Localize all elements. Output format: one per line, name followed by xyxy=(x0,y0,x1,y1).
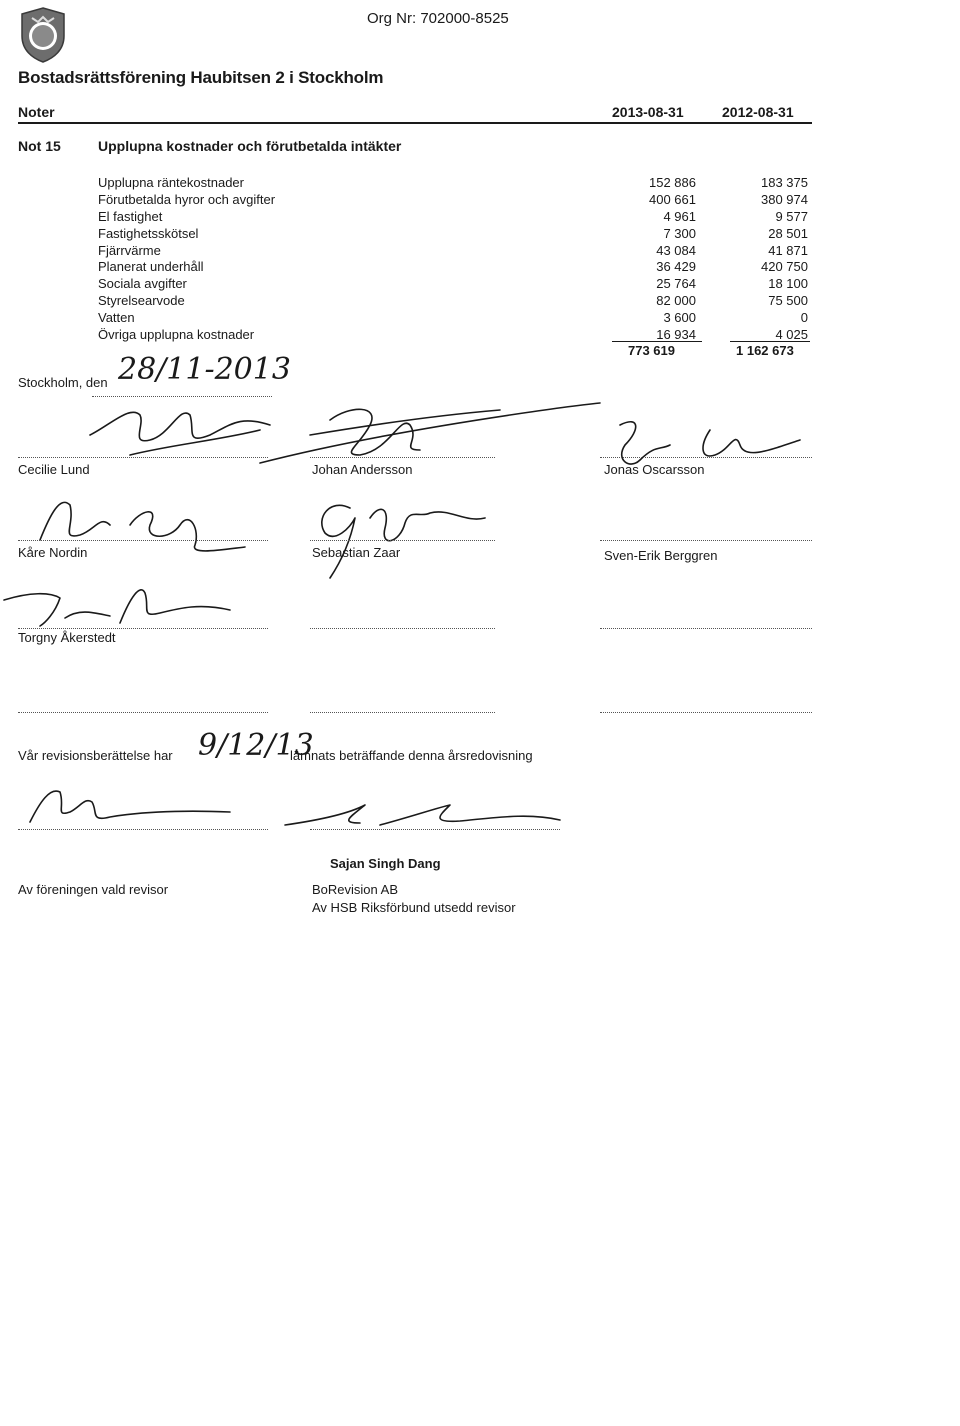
signature-line xyxy=(18,628,268,629)
table-row xyxy=(98,174,818,191)
table-row xyxy=(98,292,818,309)
row-value-previous: 9 577 xyxy=(775,208,808,224)
row-value-current: 25 764 xyxy=(656,276,696,292)
signature-torgny-akerstedt xyxy=(0,578,240,638)
signature-line xyxy=(310,540,495,541)
signature-line xyxy=(600,457,812,458)
note-table xyxy=(98,174,818,343)
signature-line-empty xyxy=(600,712,812,713)
signatory-name: Torgny Åkerstedt xyxy=(18,630,116,645)
row-value-previous: 41 871 xyxy=(768,242,808,258)
row-value-current: 43 084 xyxy=(656,242,696,258)
row-value-previous: 420 750 xyxy=(761,259,808,275)
column-header-previous: 2012-08-31 xyxy=(722,104,794,120)
signature-line xyxy=(18,829,268,830)
signatory-name: Jonas Oscarsson xyxy=(604,462,705,477)
note-number: Not 15 xyxy=(18,138,61,154)
row-value-current: 7 300 xyxy=(663,225,696,241)
table-row xyxy=(98,208,818,225)
row-value-current: 400 661 xyxy=(649,191,696,207)
row-label: Upplupna räntekostnader xyxy=(98,175,244,190)
signatory-name: Kåre Nordin xyxy=(18,545,88,560)
row-label: Sociala avgifter xyxy=(98,276,187,292)
row-value-previous: 28 501 xyxy=(768,225,808,241)
auditor-right-role: Av HSB Riksförbund utsedd revisor xyxy=(312,900,516,915)
auditor-left-role: Av föreningen vald revisor xyxy=(18,882,169,897)
table-row xyxy=(98,275,818,292)
audit-statement-suffix: lämnats beträffande denna årsredovisning xyxy=(290,748,533,763)
table-row xyxy=(98,258,818,275)
row-value-current: 152 886 xyxy=(649,175,696,190)
handwritten-signing-date: 28/11-2013 xyxy=(118,352,291,387)
signature-line xyxy=(600,540,812,541)
row-label: Fjärrvärme xyxy=(98,242,161,258)
signature-line xyxy=(18,540,268,541)
total-current: 773 619 xyxy=(628,343,675,358)
signatory-name: Johan Andersson xyxy=(312,462,413,477)
signature-line xyxy=(310,829,560,830)
row-value-current: 82 000 xyxy=(656,293,696,309)
row-value-current: 3 600 xyxy=(663,310,696,326)
row-value-current: 36 429 xyxy=(656,259,696,275)
association-name: Bostadsrättsförening Haubitsen 2 i Stockholm xyxy=(18,68,384,87)
signature-johan-andersson xyxy=(250,395,610,475)
table-row xyxy=(98,191,818,208)
total-previous: 1 162 673 xyxy=(736,343,794,358)
org-number: Org Nr: 702000-8525 xyxy=(367,10,509,27)
row-label: Förutbetalda hyror och avgifter xyxy=(98,191,276,207)
sum-rule-current xyxy=(612,341,702,342)
row-value-current: 16 934 xyxy=(656,327,696,343)
signature-sebastian-zaar xyxy=(290,488,490,583)
row-value-previous: 18 100 xyxy=(768,276,808,292)
row-value-previous: 380 974 xyxy=(761,191,808,207)
place-label: Stockholm, den xyxy=(18,375,108,390)
row-label: Fastighetsskötsel xyxy=(98,225,199,241)
handwritten-audit-date: 9/12/13 xyxy=(198,728,314,763)
row-value-previous: 75 500 xyxy=(768,293,808,309)
table-row xyxy=(98,225,818,242)
sum-rule-previous xyxy=(730,341,810,342)
row-label: Vatten xyxy=(98,310,135,326)
audit-statement-prefix: Vår revisionsberättelse har xyxy=(18,748,173,763)
signatory-name: Sebastian Zaar xyxy=(312,545,401,560)
row-label: Styrelsearvode xyxy=(98,293,185,309)
signature-line-empty xyxy=(600,628,812,629)
signature-auditor-left xyxy=(20,782,240,832)
signature-line xyxy=(310,457,495,458)
section-label: Noter xyxy=(18,104,55,120)
row-label: El fastighet xyxy=(98,208,163,224)
signature-jonas-oscarsson xyxy=(600,410,810,490)
signatory-name: Cecilie Lund xyxy=(18,462,90,477)
table-row xyxy=(98,242,818,259)
table-row xyxy=(98,309,818,326)
note-title: Upplupna kostnader och förutbetalda intäkter xyxy=(98,138,402,154)
header-divider xyxy=(18,122,812,124)
signature-line-empty xyxy=(310,712,495,713)
row-label: Planerat underhåll xyxy=(98,259,204,275)
table-row xyxy=(98,326,818,343)
signature-line xyxy=(18,457,268,458)
row-value-previous: 4 025 xyxy=(775,327,808,343)
row-label: Övriga upplupna kostnader xyxy=(98,327,255,343)
auditor-right-firm: BoRevision AB xyxy=(312,882,398,897)
row-value-previous: 0 xyxy=(800,310,808,326)
hsb-logo-icon xyxy=(18,6,68,64)
auditor-right-name: Sajan Singh Dang xyxy=(330,856,441,871)
row-value-current: 4 961 xyxy=(663,208,696,224)
signature-line-empty xyxy=(310,628,495,629)
column-header-current: 2013-08-31 xyxy=(612,104,684,120)
row-value-previous: 183 375 xyxy=(761,175,808,190)
signatory-name: Sven-Erik Berggren xyxy=(604,548,718,563)
signature-line-empty xyxy=(18,712,268,713)
